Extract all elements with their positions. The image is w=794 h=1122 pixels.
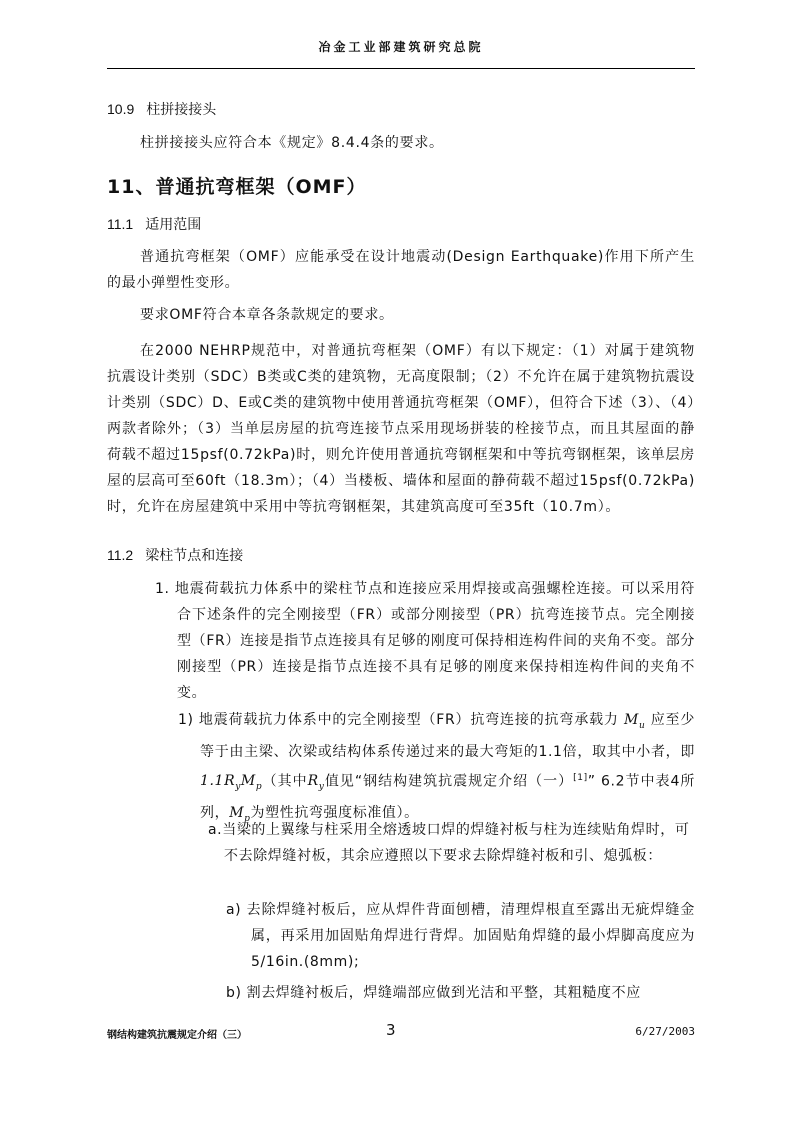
math-subscript: u xyxy=(638,720,646,731)
math-symbol: M xyxy=(229,805,245,822)
list-item-a-text: a.当梁的上翼缘与柱采用全熔透坡口焊的焊缝衬板与柱为连续贴角焊时，可不去除焊缝衬板，其余应遵照以下要求去除焊缝衬板和引、熄弧板： xyxy=(208,822,690,864)
math-subscript: p xyxy=(255,782,263,793)
section-title: 梁柱节点和连接 xyxy=(145,548,244,564)
list-item-1-1 xyxy=(178,707,695,832)
math-subscript: y xyxy=(235,782,241,793)
footer-document-title: 钢结构建筑抗震规定介绍（三） xyxy=(107,1030,247,1041)
math-mu xyxy=(624,712,646,731)
section-11-2-heading xyxy=(107,545,243,565)
math-symbol: M xyxy=(240,773,256,790)
page-number: 3 xyxy=(386,1021,396,1039)
section-number: 11.1 xyxy=(107,216,134,232)
list-item-a-a-text: a) 去除焊缝衬板后，应从焊件背面刨槽，清理焊根直至露出无疵焊缝金属，再采用加固贴角焊进行背焊。加固贴角焊缝的最小焊脚高度应为5/16in.(8mm); xyxy=(226,902,695,970)
section-11-1-paragraph-2: 要求OMF符合本章各条款规定的要求。 xyxy=(140,307,394,323)
section-11-1-heading xyxy=(107,214,201,234)
list-item-1-text: 1. 地震荷载抗力体系中的梁柱节点和连接应采用焊接或高强螺栓连接。可以采用符合下述条件的完全刚接型（FR）或部分刚接型（PR）抗弯连接节点。完全刚接型（FR）连接是指节点连接具有足够的刚度可保持相连构件间的夹角不变。部分刚接型（PR）连接是指节点连接不具有足够的刚度来保持相连构件间的夹角不变。 xyxy=(155,581,695,701)
chapter-11-heading: 11、普通抗弯框架（OMF） xyxy=(107,176,367,198)
text-run: 为塑性抗弯强度标准值）。 xyxy=(250,805,419,822)
section-title: 适用范围 xyxy=(145,217,202,233)
list-item-a-b xyxy=(226,980,695,1006)
footer-date: 6/27/2003 xyxy=(635,1025,695,1038)
text-run: ” 6.2节中表4所列， xyxy=(200,773,696,822)
text-run: 1) 地震荷载抗力体系中的完全刚接型（FR）抗弯连接的抗弯承载力 xyxy=(178,712,619,728)
section-number: 10.9 xyxy=(107,101,135,117)
list-item-1 xyxy=(155,576,695,706)
math-ry xyxy=(307,773,325,793)
math-symbol: M xyxy=(624,712,639,728)
list-item-a xyxy=(208,817,695,869)
reference-marker: [1] xyxy=(573,772,588,783)
section-number: 11.2 xyxy=(107,547,134,563)
text-run: （其中 xyxy=(262,773,308,790)
page-header: 冶金工业部建筑研究总院 xyxy=(318,40,484,54)
list-item-a-b-text: b) 割去焊缝衬板后，焊缝端部应做到光洁和平整，其粗糙度不应 xyxy=(226,985,641,1001)
math-subscript: p xyxy=(244,814,251,825)
math-symbol: 1.1R xyxy=(200,773,236,790)
text-run: 值见“钢结构建筑抗震规定介绍（一） xyxy=(324,773,574,790)
text-run: 应至少等于由主梁、次梁或结构体系传递过来的最大弯矩的1.1倍，取其中小者，即 xyxy=(200,712,695,760)
list-item-1-1-text xyxy=(178,707,695,832)
section-11-1-paragraph-3: 在2000 NEHRP规范中，对普通抗弯框架（OMF）有以下规定：（1）对属于建筑物抗震设计类别（SDC）B类或C类的建筑物，无高度限制；（2）不允许在属于建筑物抗震设计类别（SDC）D、E或C类的建筑物中使用普通抗弯框架（OMF），但符合下述（3）、（4）两款者除外；（3）当单层房屋的抗弯连接节点采用现场拼装的栓接节点，而且其屋面的静荷载不超过15psf(0.72kPa)时，则允许使用普通抗弯钢框架和中等抗弯钢框架，该单层房屋的层高可至60ft（18.3m）；（4）当楼板、墙体和屋面的静荷载不超过15psf(0.72kPa)时，允许在房屋建筑中采用中等抗弯钢框架，其建筑高度可至35ft（10.7m）。 xyxy=(107,343,695,515)
list-item-a-a xyxy=(226,897,695,975)
math-subscript: y xyxy=(318,782,325,793)
section-title: 柱拼接接头 xyxy=(146,102,217,118)
section-11-1-paragraph-1: 普通抗弯框架（OMF）应能承受在设计地震动(Design Earthquake)作用下所产生的最小弹塑性变形。 xyxy=(107,249,695,291)
math-symbol: R xyxy=(307,773,319,790)
section-10-9-heading xyxy=(107,99,216,119)
header-rule xyxy=(107,68,695,69)
math-formula xyxy=(200,773,263,793)
section-10-9-text: 柱拼接接头应符合本《规定》8.4.4条的要求。 xyxy=(140,135,444,151)
